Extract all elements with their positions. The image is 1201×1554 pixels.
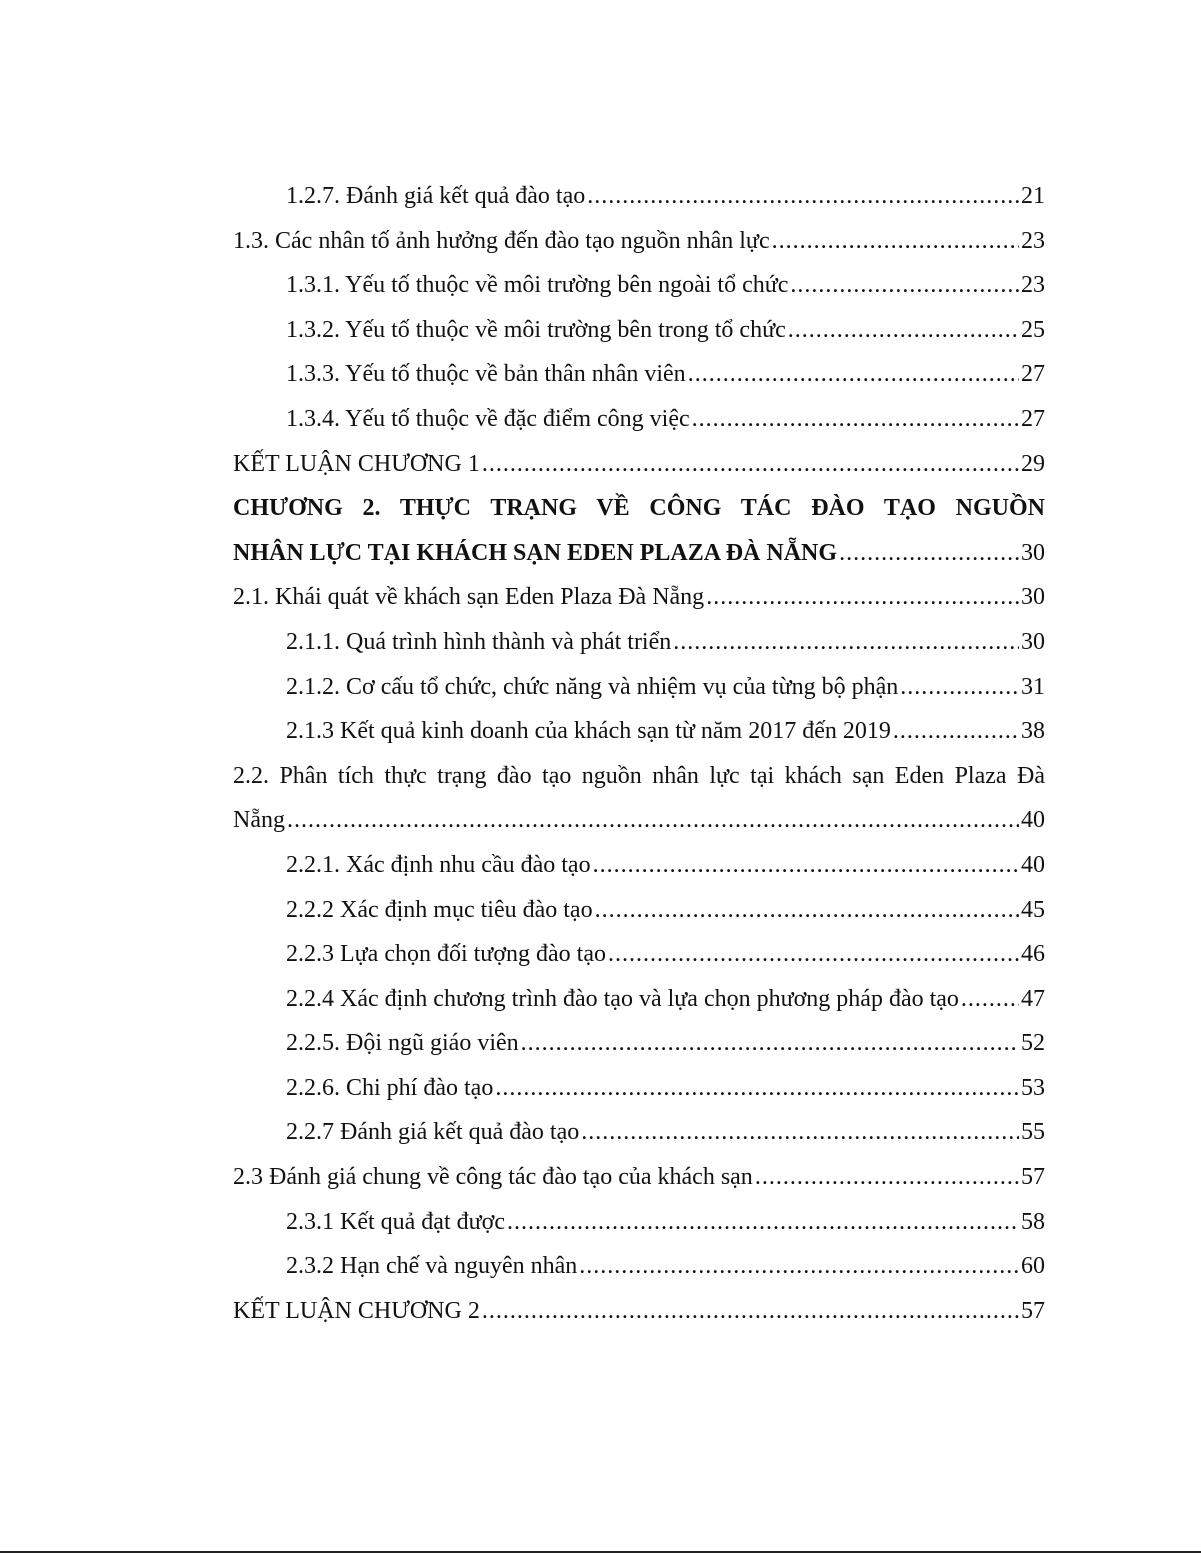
toc-entry-label: 2.1.3 Kết quả kinh doanh của khách sạn từ năm 2017 đến 2019 xyxy=(286,718,891,745)
toc-entry-2-1-1[interactable] xyxy=(233,620,1045,665)
toc-entry-label: 1.3.2. Yếu tố thuộc về môi trường bên trong tổ chức xyxy=(286,316,786,343)
toc-entry-1-3-1[interactable] xyxy=(233,263,1045,308)
toc-entry-label: 1.3.3. Yếu tố thuộc về bản thân nhân viên xyxy=(286,361,686,388)
toc-dot-leader xyxy=(961,977,1019,1022)
toc-page-number: 40 xyxy=(1021,807,1045,834)
toc-entry-2-2-3[interactable] xyxy=(233,932,1045,977)
toc-page-number: 23 xyxy=(1021,227,1045,254)
toc-dot-leader xyxy=(521,1021,1019,1066)
toc-entry-ket-luan-chuong-2[interactable] xyxy=(233,1289,1045,1334)
toc-dot-leader xyxy=(287,798,1019,843)
toc-entry-2-3-1[interactable] xyxy=(233,1200,1045,1245)
toc-dot-leader xyxy=(482,1289,1019,1334)
toc-entry-1-2-7[interactable] xyxy=(233,174,1045,219)
toc-page-number: 30 xyxy=(1021,628,1045,655)
toc-entry-label: NHÂN LỰC TẠI KHÁCH SẠN EDEN PLAZA ĐÀ NẴNG xyxy=(233,539,838,566)
toc-entry-label: KẾT LUẬN CHƯƠNG 2 xyxy=(233,1297,480,1324)
toc-dot-leader xyxy=(579,1244,1019,1289)
toc-dot-leader xyxy=(495,1066,1019,1111)
toc-page-number: 60 xyxy=(1021,1253,1045,1280)
toc-dot-leader xyxy=(839,531,1019,576)
toc-page-number: 46 xyxy=(1021,941,1045,968)
toc-page-number: 57 xyxy=(1021,1297,1045,1324)
toc-page-number: 27 xyxy=(1021,405,1045,432)
toc-entry-2-2-7[interactable] xyxy=(233,1110,1045,1155)
toc-page-number: 45 xyxy=(1021,896,1045,923)
toc-entry-label: 2.2.6. Chi phí đào tạo xyxy=(286,1074,494,1101)
toc-dot-leader xyxy=(595,888,1019,933)
toc-entry-2-3[interactable] xyxy=(233,1155,1045,1200)
toc-entry-label: 2.1. Khái quát về khách sạn Eden Plaza Đà Nẵng xyxy=(233,584,705,611)
toc-dot-leader xyxy=(507,1200,1019,1245)
toc-dot-leader xyxy=(900,665,1019,710)
toc-entry-1-3-2[interactable] xyxy=(233,308,1045,353)
toc-page-number: 29 xyxy=(1021,450,1045,477)
toc-page-number: 47 xyxy=(1021,985,1045,1012)
toc-entry-label: 1.2.7. Đánh giá kết quả đào tạo xyxy=(286,183,586,209)
toc-entry-label: 1.3. Các nhân tố ảnh hưởng đến đào tạo nguồn nhân lực xyxy=(233,227,770,254)
toc-page-number: 31 xyxy=(1021,673,1045,700)
toc-page-number: 30 xyxy=(1021,539,1045,566)
toc-page-number: 57 xyxy=(1021,1164,1045,1191)
toc-entry-label: 2.3 Đánh giá chung về công tác đào tạo của khách sạn xyxy=(233,1164,753,1191)
toc-entry-label: 2.2.5. Đội ngũ giáo viên xyxy=(286,1030,519,1057)
toc-page-number: 27 xyxy=(1021,361,1045,388)
toc-page-number: 40 xyxy=(1021,851,1045,878)
toc-entry-label: 2.1.1. Quá trình hình thành và phát triển xyxy=(286,628,672,655)
toc-entry-label: 2.1.2. Cơ cấu tổ chức, chức năng và nhiệm vụ của từng bộ phận xyxy=(286,673,899,700)
toc-dot-leader xyxy=(482,442,1019,487)
toc-page-number: 53 xyxy=(1021,1074,1045,1101)
toc-entry-label: 2.2.3 Lựa chọn đối tượng đào tạo xyxy=(286,941,606,968)
toc-entry-2-2-6[interactable] xyxy=(233,1066,1045,1111)
table-of-contents xyxy=(233,174,1045,1333)
toc-entry-label: 2.2.4 Xác định chương trình đào tạo và lựa chọn phương pháp đào tạo xyxy=(286,985,959,1012)
toc-page-number: 55 xyxy=(1021,1119,1045,1146)
toc-page-number: 58 xyxy=(1021,1208,1045,1235)
toc-entry-1-3-3[interactable] xyxy=(233,352,1045,397)
toc-entry-label: 1.3.4. Yếu tố thuộc về đặc điểm công việc xyxy=(286,405,690,432)
toc-dot-leader xyxy=(692,397,1019,442)
toc-dot-leader xyxy=(893,709,1019,754)
toc-entry-2-1-3[interactable] xyxy=(233,709,1045,754)
toc-entry-ket-luan-chuong-1[interactable] xyxy=(233,442,1045,487)
toc-entry-2-1-2[interactable] xyxy=(233,665,1045,710)
toc-dot-leader xyxy=(673,620,1019,665)
toc-page-number: 21 xyxy=(1021,183,1045,209)
toc-dot-leader xyxy=(772,219,1019,264)
toc-entry-label: Nẵng xyxy=(233,807,285,834)
toc-entry-2-2-2[interactable] xyxy=(233,888,1045,933)
toc-page-number: 25 xyxy=(1021,316,1045,343)
page-bottom-rule xyxy=(0,1551,1201,1553)
toc-entry-label: 2.2.7 Đánh giá kết quả đào tạo xyxy=(286,1119,580,1146)
toc-dot-leader xyxy=(581,1110,1019,1155)
toc-page-number: 30 xyxy=(1021,584,1045,611)
toc-dot-leader xyxy=(755,1155,1019,1200)
toc-entry-2-1[interactable] xyxy=(233,575,1045,620)
toc-2-2-heading-line-1[interactable]: 2.2. Phân tích thực trạng đào tạo nguồn nhân lực tại khách sạn Eden Plaza Đà xyxy=(233,762,1045,789)
toc-entry-chuong-2[interactable] xyxy=(233,531,1045,576)
toc-entry-label: 2.2.1. Xác định nhu cầu đào tạo xyxy=(286,851,591,878)
toc-entry-1-3-4[interactable] xyxy=(233,397,1045,442)
toc-page-number: 23 xyxy=(1021,272,1045,299)
toc-entry-label: 2.2.2 Xác định mục tiêu đào tạo xyxy=(286,896,593,923)
toc-entry-label: 1.3.1. Yếu tố thuộc về môi trường bên ngoài tổ chức xyxy=(286,272,789,299)
toc-entry-2-3-2[interactable] xyxy=(233,1244,1045,1289)
toc-entry-1-3[interactable] xyxy=(233,219,1045,264)
toc-entry-label: 2.3.2 Hạn chế và nguyên nhân xyxy=(286,1253,578,1280)
toc-dot-leader xyxy=(688,352,1019,397)
toc-entry-label: 2.3.1 Kết quả đạt được xyxy=(286,1208,505,1235)
toc-dot-leader xyxy=(790,263,1019,308)
toc-dot-leader xyxy=(608,932,1019,977)
toc-entry-label: KẾT LUẬN CHƯƠNG 1 xyxy=(233,450,480,477)
toc-entry-2-2-4[interactable] xyxy=(233,977,1045,1022)
toc-entry-2-2[interactable] xyxy=(233,798,1045,843)
toc-entry-2-2-1[interactable] xyxy=(233,843,1045,888)
toc-dot-leader xyxy=(587,174,1019,219)
toc-dot-leader xyxy=(706,575,1019,620)
toc-entry-2-2-5[interactable] xyxy=(233,1021,1045,1066)
toc-chapter-2-heading-line-1[interactable]: CHƯƠNG 2. THỰC TRẠNG VỀ CÔNG TÁC ĐÀO TẠO NGUỒN xyxy=(233,495,1045,522)
toc-page-number: 52 xyxy=(1021,1030,1045,1057)
toc-dot-leader xyxy=(593,843,1019,888)
toc-dot-leader xyxy=(788,308,1019,353)
toc-page-number: 38 xyxy=(1021,718,1045,745)
